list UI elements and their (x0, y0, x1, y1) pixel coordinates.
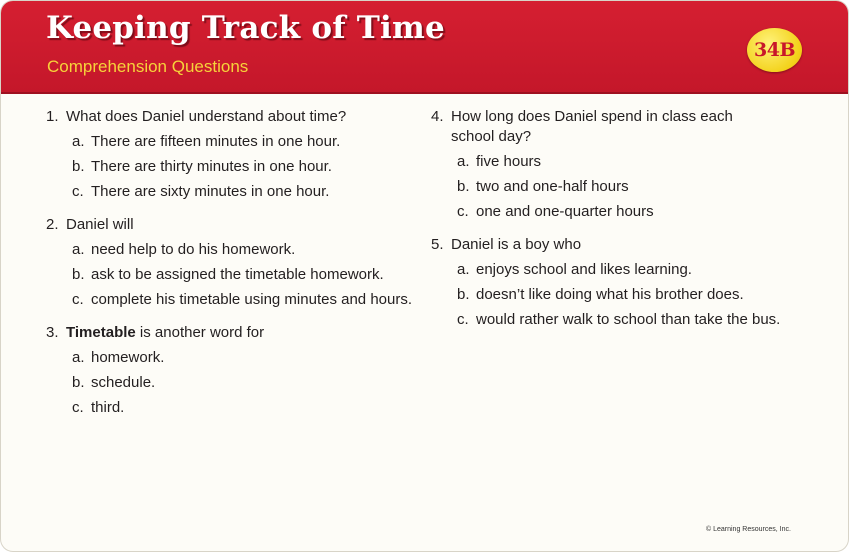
choice-letter: a. (457, 261, 470, 278)
choice-letter: c. (72, 399, 84, 416)
choice-letter: a. (72, 349, 85, 366)
choice-letter: b. (457, 178, 470, 195)
choice-text: need help to do his homework. (91, 241, 296, 258)
answer-choice (457, 285, 811, 305)
left-column (46, 107, 416, 431)
question-text (66, 323, 416, 343)
choice-text: homework. (91, 349, 165, 366)
answer-choice (72, 182, 416, 202)
choice-letter: c. (72, 291, 84, 308)
question-text-rest: is another word for (135, 324, 265, 341)
choice-letter: c. (72, 183, 84, 200)
choice-text: ask to be assigned the timetable homework. (91, 266, 384, 283)
choice-text: five hours (476, 153, 542, 170)
choice-text: would rather walk to school than take the bus. (476, 311, 781, 328)
answer-choice (72, 240, 416, 260)
choice-text: complete his timetable using minutes and hours. (91, 291, 413, 308)
answer-choice (72, 398, 416, 418)
answer-choice (457, 202, 811, 222)
question-3 (46, 323, 416, 418)
choice-text: enjoys school and likes learning. (476, 261, 692, 278)
question-card (1, 1, 848, 551)
card-number-badge (747, 28, 802, 72)
answer-choice (457, 310, 811, 330)
choice-text: There are thirty minutes in one hour. (91, 158, 332, 175)
answer-choice (72, 290, 416, 310)
answer-choice (72, 132, 416, 152)
question-5 (431, 235, 811, 330)
choice-text: schedule. (91, 374, 156, 391)
choice-letter: a. (72, 133, 85, 150)
card-title: Keeping Track of Time (46, 10, 445, 46)
copyright-notice: © Learning Resources, Inc. (706, 526, 791, 533)
question-1 (46, 107, 416, 202)
question-number: 1. (46, 108, 59, 125)
card-header (1, 1, 848, 94)
choice-letter: b. (72, 374, 85, 391)
answer-choice (72, 157, 416, 177)
choice-letter: b. (72, 266, 85, 283)
question-number: 3. (46, 324, 59, 341)
choice-text: doesn’t like doing what his brother does. (476, 286, 744, 303)
answer-choice (72, 265, 416, 285)
choice-text: two and one-half hours (476, 178, 629, 195)
choice-letter: c. (457, 203, 469, 220)
question-number: 4. (431, 108, 444, 125)
answer-choice (72, 373, 416, 393)
choice-letter: c. (457, 311, 469, 328)
answer-choice (72, 348, 416, 368)
question-2 (46, 215, 416, 310)
choice-letter: b. (457, 286, 470, 303)
question-keyword: Timetable (66, 324, 136, 341)
choice-text: There are fifteen minutes in one hour. (91, 133, 341, 150)
choice-text: third. (91, 399, 125, 416)
answer-choice (457, 152, 811, 172)
question-text: What does Daniel understand about time? (66, 108, 347, 125)
answer-choice (457, 260, 811, 280)
right-column (431, 107, 811, 343)
question-text: How long does Daniel spend in class each school day? (451, 108, 733, 145)
question-text: Daniel is a boy who (451, 236, 582, 253)
choice-letter: a. (72, 241, 85, 258)
question-number: 2. (46, 216, 59, 233)
choice-text: There are sixty minutes in one hour. (91, 183, 330, 200)
choice-letter: b. (72, 158, 85, 175)
question-number: 5. (431, 236, 444, 253)
choice-text: one and one-quarter hours (476, 203, 654, 220)
question-text: Daniel will (66, 216, 134, 233)
answer-choice (457, 177, 811, 197)
choice-letter: a. (457, 153, 470, 170)
card-subtitle: Comprehension Questions (47, 57, 249, 76)
question-4 (431, 107, 811, 222)
card-number-label: 34B (754, 39, 795, 61)
